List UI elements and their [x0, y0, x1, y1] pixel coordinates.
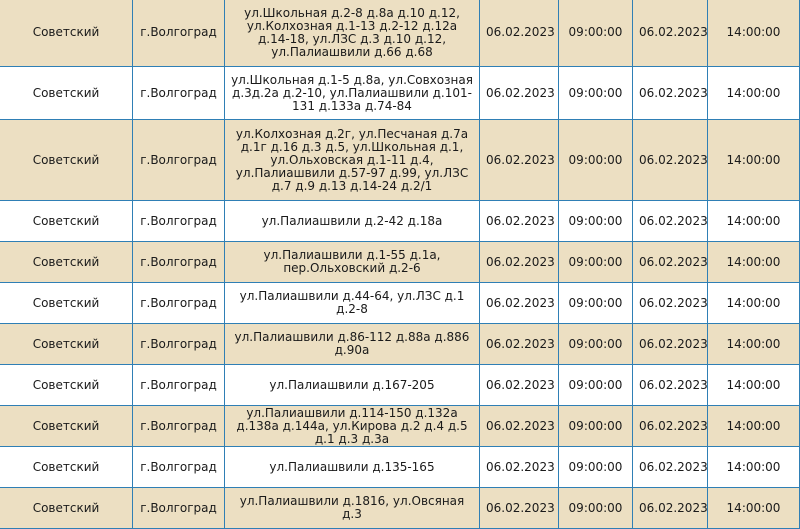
end-time-cell: 14:00:00 — [708, 406, 800, 447]
end-date-cell: 06.02.2023 — [633, 283, 708, 324]
address-cell: ул.Палиашвили д.135-165 — [225, 447, 480, 488]
city-cell: г.Волгоград — [133, 242, 225, 283]
end-time-cell: 14:00:00 — [708, 67, 800, 120]
table-row — [0, 67, 800, 120]
district-cell: Советский — [0, 406, 133, 447]
end-time-cell: 14:00:00 — [708, 488, 800, 529]
start-time-cell: 09:00:00 — [559, 201, 633, 242]
address-cell: ул.Колхозная д.2г, ул.Песчаная д.7а д.1г д.16 д.3 д.5, ул.Школьная д.1, ул.Ольховская д.1-11 д.4, ул.Палиашвили д.57-97 д.99, ул.ЛЗС д.7 д.9 д.13 д.14-24 д.2/1 — [225, 120, 480, 201]
start-time-cell: 09:00:00 — [559, 67, 633, 120]
end-time-cell: 14:00:00 — [708, 120, 800, 201]
district-cell: Советский — [0, 447, 133, 488]
district-cell: Советский — [0, 283, 133, 324]
district-cell: Советский — [0, 488, 133, 529]
end-date-cell: 06.02.2023 — [633, 67, 708, 120]
city-cell: г.Волгоград — [133, 488, 225, 529]
district-cell: Советский — [0, 324, 133, 365]
address-cell: ул.Палиашвили д.2-42 д.18а — [225, 201, 480, 242]
start-time-cell: 09:00:00 — [559, 242, 633, 283]
table-row — [0, 324, 800, 365]
city-cell: г.Волгоград — [133, 365, 225, 406]
city-cell: г.Волгоград — [133, 67, 225, 120]
address-cell: ул.Палиашвили д.1816, ул.Овсяная д.3 — [225, 488, 480, 529]
start-date-cell: 06.02.2023 — [480, 447, 559, 488]
start-date-cell: 06.02.2023 — [480, 67, 559, 120]
end-date-cell: 06.02.2023 — [633, 365, 708, 406]
start-date-cell: 06.02.2023 — [480, 0, 559, 67]
start-time-cell: 09:00:00 — [559, 365, 633, 406]
table-row — [0, 365, 800, 406]
district-cell: Советский — [0, 67, 133, 120]
end-date-cell: 06.02.2023 — [633, 242, 708, 283]
start-date-cell: 06.02.2023 — [480, 324, 559, 365]
end-date-cell: 06.02.2023 — [633, 488, 708, 529]
end-date-cell: 06.02.2023 — [633, 447, 708, 488]
address-cell: ул.Палиашвили д.114-150 д.132а д.138а д.144а, ул.Кирова д.2 д.4 д.5 д.1 д.3 д.3а — [225, 406, 480, 447]
start-date-cell: 06.02.2023 — [480, 201, 559, 242]
district-cell: Советский — [0, 201, 133, 242]
start-date-cell: 06.02.2023 — [480, 283, 559, 324]
end-time-cell: 14:00:00 — [708, 0, 800, 67]
end-date-cell: 06.02.2023 — [633, 324, 708, 365]
district-cell: Советский — [0, 120, 133, 201]
table-row — [0, 0, 800, 67]
end-time-cell: 14:00:00 — [708, 283, 800, 324]
table-row — [0, 488, 800, 529]
start-date-cell: 06.02.2023 — [480, 406, 559, 447]
address-cell: ул.Палиашвили д.167-205 — [225, 365, 480, 406]
end-date-cell: 06.02.2023 — [633, 0, 708, 67]
end-date-cell: 06.02.2023 — [633, 120, 708, 201]
table-row — [0, 283, 800, 324]
start-time-cell: 09:00:00 — [559, 283, 633, 324]
start-time-cell: 09:00:00 — [559, 120, 633, 201]
end-date-cell: 06.02.2023 — [633, 406, 708, 447]
end-time-cell: 14:00:00 — [708, 242, 800, 283]
address-cell: ул.Школьная д.1-5 д.8а, ул.Совхозная д.3д.2а д.2-10, ул.Палиашвили д.101-131 д.133а д.74-84 — [225, 67, 480, 120]
end-time-cell: 14:00:00 — [708, 324, 800, 365]
district-cell: Советский — [0, 365, 133, 406]
table-row — [0, 242, 800, 283]
table-row — [0, 406, 800, 447]
city-cell: г.Волгоград — [133, 0, 225, 67]
city-cell: г.Волгоград — [133, 447, 225, 488]
end-time-cell: 14:00:00 — [708, 447, 800, 488]
start-date-cell: 06.02.2023 — [480, 120, 559, 201]
address-cell: ул.Палиашвили д.86-112 д.88а д.886 д.90а — [225, 324, 480, 365]
table-row — [0, 447, 800, 488]
city-cell: г.Волгоград — [133, 120, 225, 201]
city-cell: г.Волгоград — [133, 324, 225, 365]
city-cell: г.Волгоград — [133, 283, 225, 324]
district-cell: Советский — [0, 242, 133, 283]
address-cell: ул.Палиашвили д.44-64, ул.ЛЗС д.1 д.2-8 — [225, 283, 480, 324]
city-cell: г.Волгоград — [133, 201, 225, 242]
start-time-cell: 09:00:00 — [559, 406, 633, 447]
start-date-cell: 06.02.2023 — [480, 365, 559, 406]
start-date-cell: 06.02.2023 — [480, 242, 559, 283]
address-cell: ул.Палиашвили д.1-55 д.1а, пер.Ольховский д.2-6 — [225, 242, 480, 283]
start-time-cell: 09:00:00 — [559, 488, 633, 529]
end-time-cell: 14:00:00 — [708, 365, 800, 406]
table-row — [0, 201, 800, 242]
start-time-cell: 09:00:00 — [559, 324, 633, 365]
end-date-cell: 06.02.2023 — [633, 201, 708, 242]
address-cell: ул.Школьная д.2-8 д.8а д.10 д.12, ул.Колхозная д.1-13 д.2-12 д.12а д.14-18, ул.ЛЗС д.3 д.10 д.12, ул.Палиашвили д.66 д.68 — [225, 0, 480, 67]
start-date-cell: 06.02.2023 — [480, 488, 559, 529]
city-cell: г.Волгоград — [133, 406, 225, 447]
end-time-cell: 14:00:00 — [708, 201, 800, 242]
start-time-cell: 09:00:00 — [559, 447, 633, 488]
district-cell: Советский — [0, 0, 133, 67]
start-time-cell: 09:00:00 — [559, 0, 633, 67]
table-row — [0, 120, 800, 201]
